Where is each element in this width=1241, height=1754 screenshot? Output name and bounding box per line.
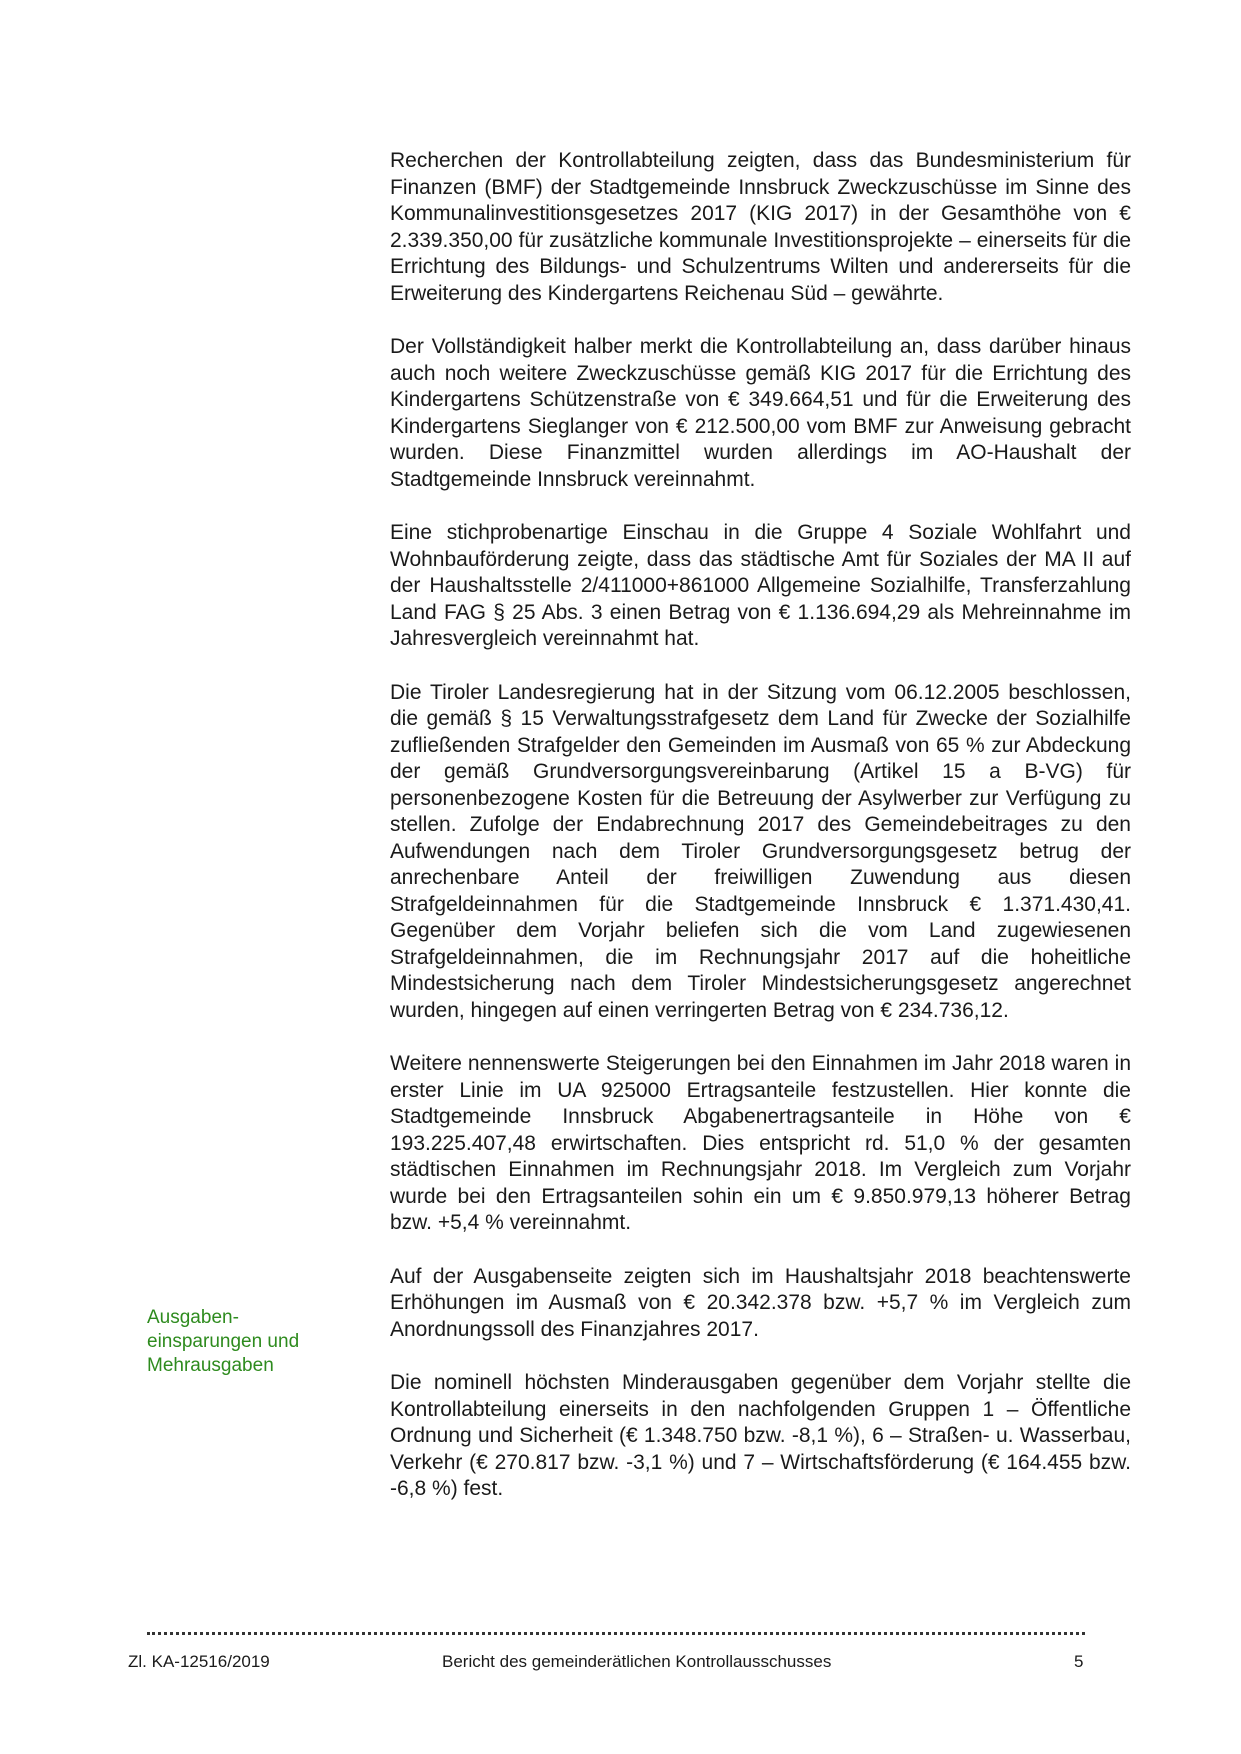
page-number: 5 <box>1074 1652 1084 1671</box>
paragraph-soziale-wohlfahrt: Eine stichprobenartige Einschau in die Gruppe 4 Soziale Wohlfahrt und Wohnbauförderung zeigte, dass das städtische Amt für Soziales der MA II auf der Haushaltsstelle 2/411000+861000 Allgemeine Sozialhilfe, Transferzahlung Land FAG § 25 Abs. 3 einen Betrag von € 1.136.694,29 als Mehreinnahme im Jahresvergleich vereinnahmt hat. <box>390 521 1131 650</box>
paragraph-ertragsanteile: Weitere nennenswerte Steigerungen bei den Einnahmen im Jahr 2018 waren in erster Linie im UA 925000 Ertragsanteile festzustellen. Hier konnte die Stadtgemeinde Innsbruck Abgabenertragsanteile in Höhe von € 193.225.407,48 erwirtschaften. Dies entspricht rd. 51,0 % der gesamten städtischen Einnahmen im Rechnungsjahr 2018. Im Vergleich zum Vorjahr wurde bei den Ertragsanteilen sohin ein um € 9.850.979,13 höherer Betrag bzw. +5,4 % vereinnahmt. <box>390 1052 1131 1234</box>
paragraph-kig-zweckzuschuesse: Recherchen der Kontrollabteilung zeigten, dass das Bundesministerium für Finanzen (BMF) der Stadtgemeinde Innsbruck Zweckzuschüsse im Sinne des Kommunalinvestitionsgesetzes 2017 (KIG 2017) in der Gesamthöhe von € 2.339.350,00 für zusätzliche kommunale Investitionsprojekte – einerseits für die Errichtung des Bildungs- und Schulzentrums Wilten und andererseits für die Erweiterung des Kindergartens Reichenau Süd – gewährte. <box>390 149 1131 305</box>
paragraph-strafgelder: Die Tiroler Landesregierung hat in der Sitzung vom 06.12.2005 beschlossen, die gemäß § 15 Verwaltungsstrafgesetz dem Land für Zwecke der Sozialhilfe zufließenden Strafgelder den Gemeinden im Ausmaß von 65 % zur Abdeckung der gemäß Grundversorgungsvereinbarung (Artikel 15 a B-VG) für personenbezogene Kosten für die Betreuung der Asylwerber zur Verfügung zu stellen. Zufolge der Endabrechnung 2017 des Gemeindebeitrages zu den Aufwendungen nach dem Tiroler Grundversorgungsgesetz betrug der anrechenbare Anteil der freiwilligen Zuwendung aus diesen Strafgeldeinnahmen für die Stadtgemeinde Innsbruck € 1.371.430,41. Gegenüber dem Vorjahr beliefen sich die vom Land zugewiesenen Strafgeldeinnahmen, die im Rechnungsjahr 2017 auf die hoheitliche Mindestsicherung nach dem Tiroler Mindestsicherungsgesetz angerechnet wurden, hingegen auf einen verringerten Betrag von € 234.736,12. <box>390 680 1131 1022</box>
footer-divider <box>147 1628 1085 1635</box>
margin-note-line: Mehrausgaben <box>147 1355 274 1376</box>
paragraph-minderausgaben: Die nominell höchsten Minderausgaben gegenüber dem Vorjahr stellte die Kontrollabteilung einerseits in den nachfolgenden Gruppen 1 – Öffentliche Ordnung und Sicherheit (€ 1.348.750 bzw. -8,1 %), 6 – Straßen- u. Wasserbau, Verkehr (€ 270.817 bzw. -3,1 %) und 7 – Wirtschaftsförderung (€ 164.455 bzw. -6,8 %) fest. <box>390 1371 1131 1500</box>
margin-note-line: einsparungen und <box>147 1331 300 1352</box>
paragraph-ausgabenseite: Auf der Ausgabenseite zeigten sich im Haushaltsjahr 2018 beachtenswerte Erhöhungen im Ausmaß von € 20.342.378 bzw. +5,7 % im Vergleich zum Anordnungssoll des Finanzjahres 2017. <box>390 1264 1131 1341</box>
body-text <box>390 148 1131 1530</box>
margin-note-line: Ausgaben- <box>147 1307 239 1328</box>
paragraph-vollstaendigkeit: Der Vollständigkeit halber merkt die Kontrollabteilung an, dass darüber hinaus auch noch weitere Zweckzuschüsse gemäß KIG 2017 für die Errichtung des Kindergartens Schützenstraße von € 349.664,51 und für die Erweiterung des Kindergartens Sieglanger von € 212.500,00 vom BMF zur Anweisung gebracht wurden. Diese Finanzmittel wurden allerdings im AO-Haushalt der Stadtgemeinde Innsbruck vereinnahmt. <box>390 335 1131 491</box>
footer-reference: Zl. KA-12516/2019 <box>128 1652 270 1671</box>
footer-title: Bericht des gemeinderätlichen Kontrollausschusses <box>442 1652 832 1671</box>
margin-note-ausgaben <box>147 1306 347 1378</box>
